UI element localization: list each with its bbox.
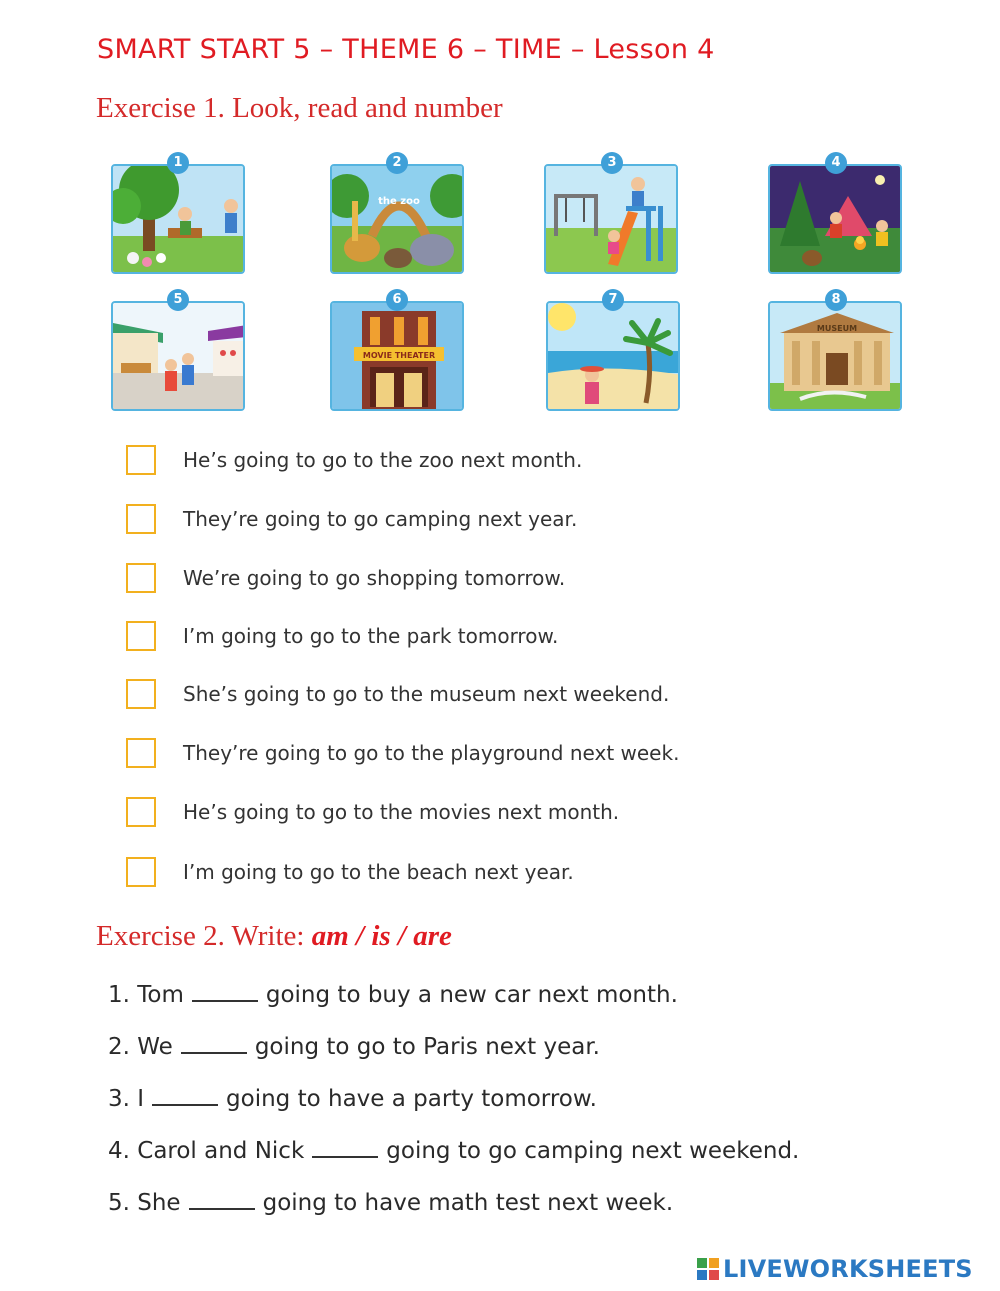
answer-checkbox[interactable] (126, 563, 156, 593)
answer-blank[interactable] (312, 1136, 378, 1158)
page-title: SMART START 5 – THEME 6 – TIME – Lesson 4 (97, 34, 715, 65)
answer-blank[interactable] (152, 1084, 218, 1106)
movie-theater-sign-text: MOVIE THEATER (362, 351, 436, 360)
fill-in-item (108, 1032, 600, 1060)
museum-illustration (770, 303, 902, 411)
sentence-text: We’re going to go shopping tomorrow. (183, 566, 566, 590)
answer-checkbox[interactable] (126, 679, 156, 709)
picture-8-museum (768, 301, 902, 411)
sentence-text: I’m going to go to the beach next year. (183, 860, 574, 884)
picture-badge: 6 (386, 289, 408, 311)
item-start: 1. Tom (108, 982, 184, 1008)
picture-6-movie-theater (330, 301, 464, 411)
sentence-text: I’m going to go to the park tomorrow. (183, 624, 559, 648)
fill-in-item (108, 1188, 673, 1216)
item-start: 2. We (108, 1034, 173, 1060)
playground-illustration (546, 166, 678, 274)
brand-name: LIVEWORKSHEETS (723, 1255, 973, 1283)
picture-badge: 7 (602, 289, 624, 311)
item-start: 4. Carol and Nick (108, 1138, 305, 1164)
exercise2-heading-prefix: Exercise 2. Write: (96, 920, 312, 952)
park-illustration (113, 166, 245, 274)
answer-checkbox[interactable] (126, 857, 156, 887)
exercise2-heading (96, 920, 452, 953)
zoo-illustration (332, 166, 464, 274)
exercise1-heading: Exercise 1. Look, read and number (96, 92, 503, 124)
picture-1-park (111, 164, 245, 274)
answer-checkbox[interactable] (126, 445, 156, 475)
movie-theater-illustration (332, 303, 464, 411)
museum-sign-text: MUSEUM (816, 324, 858, 333)
sentence-text: They’re going to go camping next year. (183, 507, 578, 531)
fill-in-item (108, 1136, 799, 1164)
fill-in-item (108, 980, 678, 1008)
answer-blank[interactable] (192, 980, 258, 1002)
answer-checkbox[interactable] (126, 797, 156, 827)
picture-badge: 2 (386, 152, 408, 174)
zoo-sign-text: the zoo (378, 196, 420, 207)
picture-badge: 3 (601, 152, 623, 174)
answer-blank[interactable] (189, 1188, 255, 1210)
answer-checkbox[interactable] (126, 504, 156, 534)
item-end: going to have a party tomorrow. (226, 1086, 597, 1112)
picture-badge: 5 (167, 289, 189, 311)
item-start: 3. I (108, 1086, 145, 1112)
exercise2-heading-options: am / is / are (311, 920, 452, 952)
camping-illustration (770, 166, 902, 274)
picture-badge: 8 (825, 289, 847, 311)
item-end: going to have math test next week. (262, 1190, 674, 1216)
beach-illustration (548, 303, 680, 411)
sentence-text: He’s going to go to the zoo next month. (183, 448, 583, 472)
sentence-text: She’s going to go to the museum next weekend. (183, 682, 670, 706)
sentence-text: He’s going to go to the movies next month. (183, 800, 620, 824)
picture-3-playground (544, 164, 678, 274)
answer-checkbox[interactable] (126, 621, 156, 651)
answer-checkbox[interactable] (126, 738, 156, 768)
shopping-illustration (113, 303, 245, 411)
picture-2-zoo (330, 164, 464, 274)
picture-4-camping (768, 164, 902, 274)
item-end: going to go camping next weekend. (386, 1138, 800, 1164)
item-end: going to buy a new car next month. (265, 982, 678, 1008)
item-end: going to go to Paris next year. (254, 1034, 600, 1060)
logo-blocks-icon (697, 1258, 719, 1280)
picture-5-shopping (111, 301, 245, 411)
item-start: 5. She (108, 1190, 181, 1216)
picture-7-beach (546, 301, 680, 411)
fill-in-item (108, 1084, 597, 1112)
picture-badge: 4 (825, 152, 847, 174)
sentence-text: They’re going to go to the playground next week. (183, 741, 680, 765)
answer-blank[interactable] (181, 1032, 247, 1054)
picture-badge: 1 (167, 152, 189, 174)
